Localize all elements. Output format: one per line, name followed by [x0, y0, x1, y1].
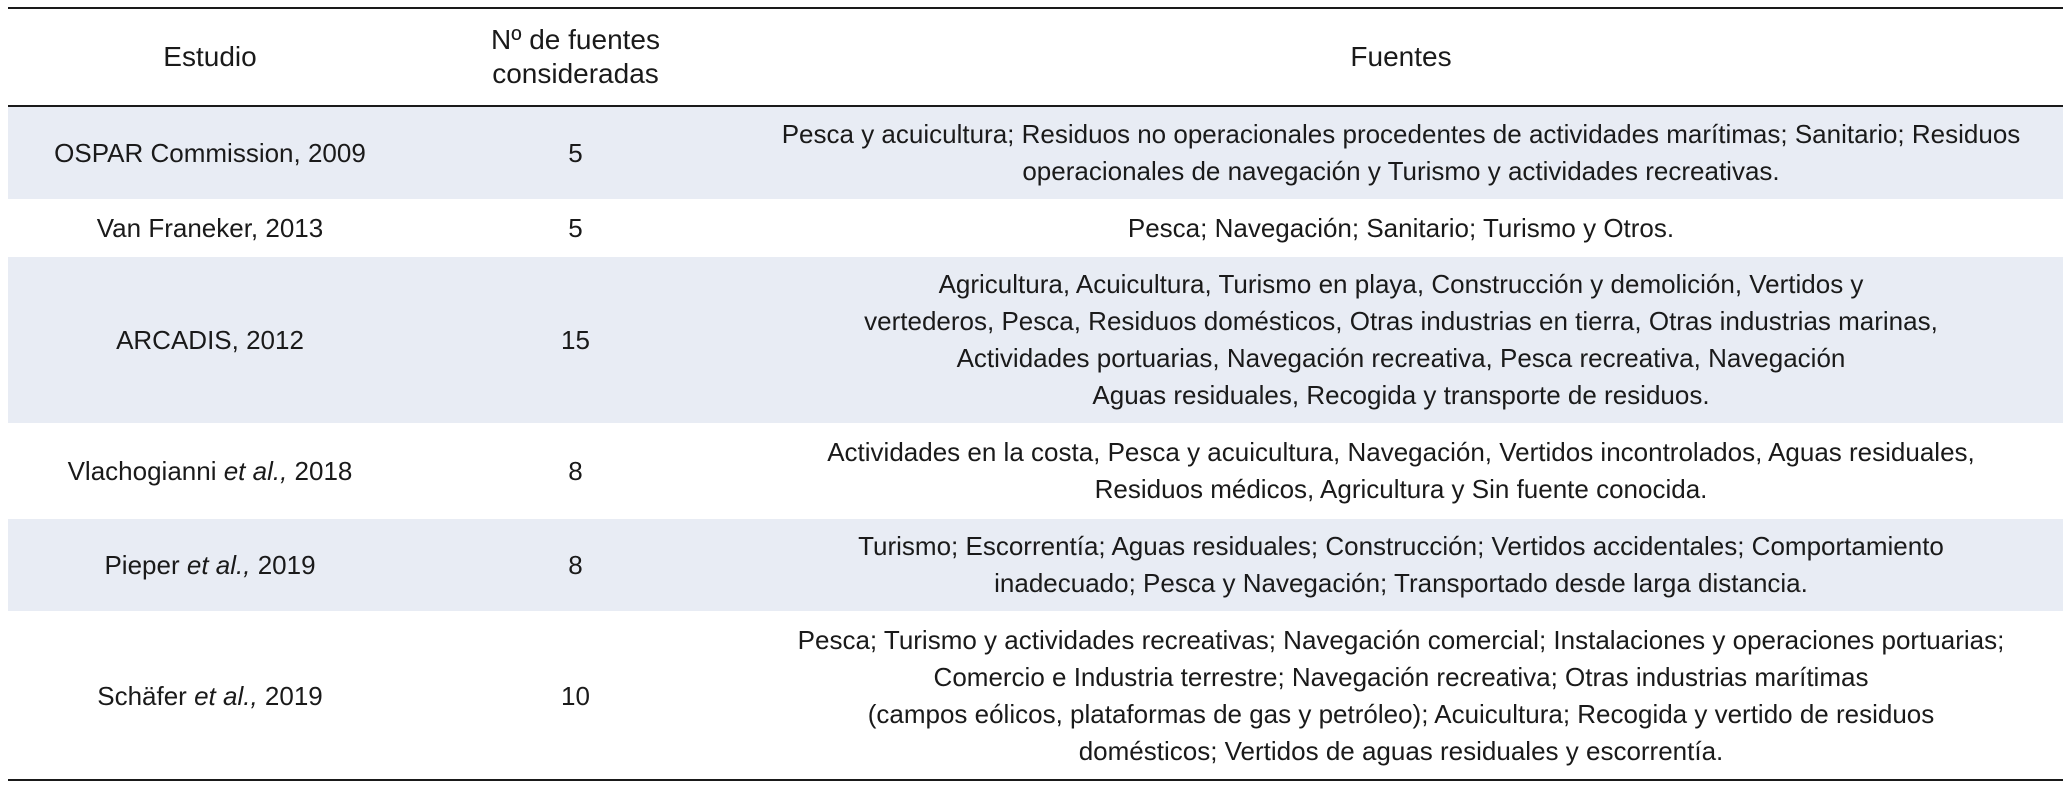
table-body: [8, 106, 2063, 780]
cell-num: 8: [412, 518, 739, 612]
fuentes-line: Actividades en la costa, Pesca y acuicultura, Navegación, Vertidos incontrolados, Aguas residuales,: [827, 437, 1975, 467]
estudio-year: 2018: [294, 455, 353, 486]
table-header: [8, 8, 2063, 106]
table-row: [8, 256, 2063, 424]
table-row: [8, 612, 2063, 780]
fuentes-line: Aguas residuales, Recogida y transporte de residuos.: [1092, 380, 1710, 410]
cell-fuentes: [739, 256, 2063, 424]
cell-estudio: ARCADIS, 2012: [8, 256, 412, 424]
table-row: [8, 518, 2063, 612]
cell-estudio: [8, 612, 412, 780]
cell-num: 10: [412, 612, 739, 780]
estudio-author: Pieper: [104, 549, 180, 580]
cell-fuentes: [739, 106, 2063, 200]
estudio-year: 2019: [257, 549, 316, 580]
cell-estudio: Van Franeker, 2013: [8, 200, 412, 256]
table-row: [8, 200, 2063, 256]
header-num-fuentes: [412, 8, 739, 106]
fuentes-line: Agricultura, Acuicultura, Turismo en playa, Construcción y demolición, Vertidos y: [938, 269, 1864, 299]
table-row: [8, 106, 2063, 200]
cell-num: 5: [412, 106, 739, 200]
sources-table-container: [8, 7, 2063, 781]
fuentes-line: operacionales de navegación y Turismo y actividades recreativas.: [1022, 156, 1780, 186]
estudio-year: 2019: [264, 680, 323, 711]
estudio-author: Schäfer: [97, 680, 187, 711]
fuentes-line: domésticos; Vertidos de aguas residuales y escorrentía.: [1078, 736, 1724, 766]
sources-table: [8, 7, 2063, 781]
fuentes-line: Turismo; Escorrentía; Aguas residuales; Construcción; Vertidos accidentales; Comportamiento: [858, 531, 1944, 561]
header-estudio: Estudio: [8, 8, 412, 106]
cell-fuentes: [739, 424, 2063, 518]
estudio-author: Vlachogianni: [67, 455, 217, 486]
cell-estudio: [8, 518, 412, 612]
cell-fuentes: [739, 612, 2063, 780]
table-row: [8, 424, 2063, 518]
cell-num: 15: [412, 256, 739, 424]
fuentes-line: vertederos, Pesca, Residuos domésticos, Otras industrias en tierra, Otras industrias marinas,: [864, 306, 1938, 336]
estudio-etal: et al.,: [223, 455, 288, 486]
cell-fuentes: [739, 200, 2063, 256]
header-num-fuentes-line1: Nº de fuentes: [491, 24, 660, 55]
header-row: [8, 8, 2063, 106]
cell-num: 5: [412, 200, 739, 256]
fuentes-line: (campos eólicos, plataformas de gas y petróleo); Acuicultura; Recogida y vertido de residuos: [867, 699, 1935, 729]
cell-num: 8: [412, 424, 739, 518]
cell-estudio: OSPAR Commission, 2009: [8, 106, 412, 200]
fuentes-line: Pesca; Turismo y actividades recreativas; Navegación comercial; Instalaciones y operaciones portuarias;: [797, 625, 2005, 655]
header-fuentes: Fuentes: [739, 8, 2063, 106]
fuentes-line: Comercio e Industria terrestre; Navegación recreativa; Otras industrias marítimas: [933, 662, 1869, 692]
fuentes-line: Pesca y acuicultura; Residuos no operacionales procedentes de actividades marítimas; Sanitario; Residuos: [781, 119, 2021, 149]
fuentes-line: Actividades portuarias, Navegación recreativa, Pesca recreativa, Navegación: [956, 343, 1846, 373]
header-num-fuentes-line2: consideradas: [492, 58, 659, 89]
fuentes-line: Pesca; Navegación; Sanitario; Turismo y Otros.: [1127, 212, 1675, 243]
cell-fuentes: [739, 518, 2063, 612]
fuentes-line: inadecuado; Pesca y Navegación; Transportado desde larga distancia.: [994, 568, 1808, 598]
cell-estudio: [8, 424, 412, 518]
estudio-etal: et al.,: [194, 680, 258, 711]
estudio-etal: et al.,: [186, 549, 251, 580]
fuentes-line: Residuos médicos, Agricultura y Sin fuente conocida.: [1094, 474, 1708, 504]
